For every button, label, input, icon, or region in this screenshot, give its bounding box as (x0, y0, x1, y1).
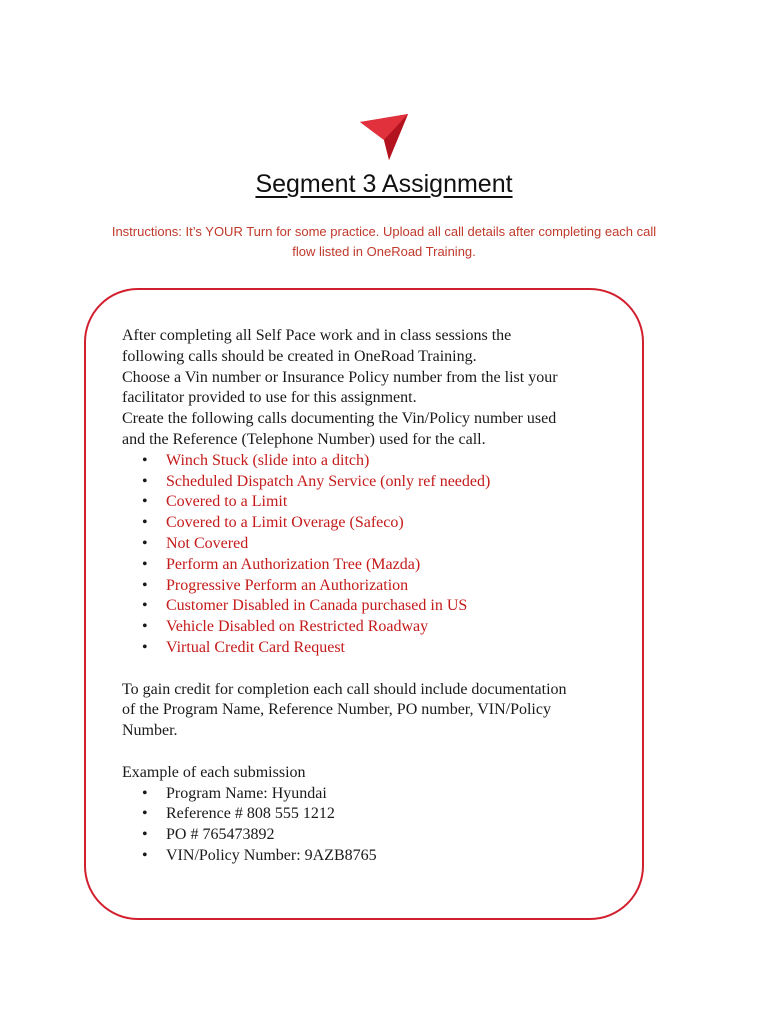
page-title (0, 166, 768, 202)
call-list-item: • Vehicle Disabled on Restricted Roadway (166, 617, 622, 638)
company-logo-icon (356, 106, 412, 162)
page-title-text: Segment 3 Assignment (255, 170, 513, 198)
instructions-text (80, 222, 688, 262)
call-list-item: • Scheduled Dispatch Any Service (only ref needed) (166, 472, 622, 493)
intro-line: and the Reference (Telephone Number) used for the call. (122, 430, 486, 448)
credit-line: To gain credit for completion each call should include documentation (122, 680, 567, 698)
intro-line: facilitator provided to use for this assignment. (122, 389, 417, 407)
credit-paragraph (122, 680, 622, 742)
call-list-item: • Covered to a Limit Overage (Safeco) (166, 513, 622, 534)
call-list-item: • Not Covered (166, 534, 622, 555)
example-list (122, 784, 622, 867)
credit-line: of the Program Name, Reference Number, PO number, VIN/Policy (122, 701, 551, 719)
example-list-item: • Program Name: Hyundai (166, 784, 622, 805)
call-list-item: • Customer Disabled in Canada purchased in US (166, 596, 622, 617)
call-list-item: • Winch Stuck (slide into a ditch) (166, 451, 622, 472)
example-list-item: • PO # 765473892 (166, 825, 622, 846)
spacer (122, 742, 622, 763)
assignment-content (122, 326, 622, 867)
call-list-item: • Covered to a Limit (166, 492, 622, 513)
instructions-line: flow listed in OneRoad Training. (292, 244, 476, 259)
spacer (122, 659, 622, 680)
intro-line: Create the following calls documenting the Vin/Policy number used (122, 410, 557, 428)
example-list-item: • Reference # 808 555 1212 (166, 804, 622, 825)
credit-line: Number. (122, 722, 178, 740)
intro-line: After completing all Self Pace work and in class sessions the (122, 327, 512, 344)
calls-list (122, 451, 622, 659)
instructions-line: Instructions: It’s YOUR Turn for some practice. Upload all call details after completing each call (111, 224, 657, 239)
intro-line: following calls should be created in OneRoad Training. (122, 347, 477, 365)
intro-line: Choose a Vin number or Insurance Policy number from the list your (122, 368, 558, 386)
example-list-item: • VIN/Policy Number: 9AZB8765 (166, 846, 622, 867)
call-list-item: • Virtual Credit Card Request (166, 638, 622, 659)
call-list-item: • Perform an Authorization Tree (Mazda) (166, 555, 622, 576)
intro-paragraph (122, 326, 622, 451)
example-heading: Example of each submission (122, 763, 306, 781)
call-list-item: • Progressive Perform an Authorization (166, 576, 622, 597)
